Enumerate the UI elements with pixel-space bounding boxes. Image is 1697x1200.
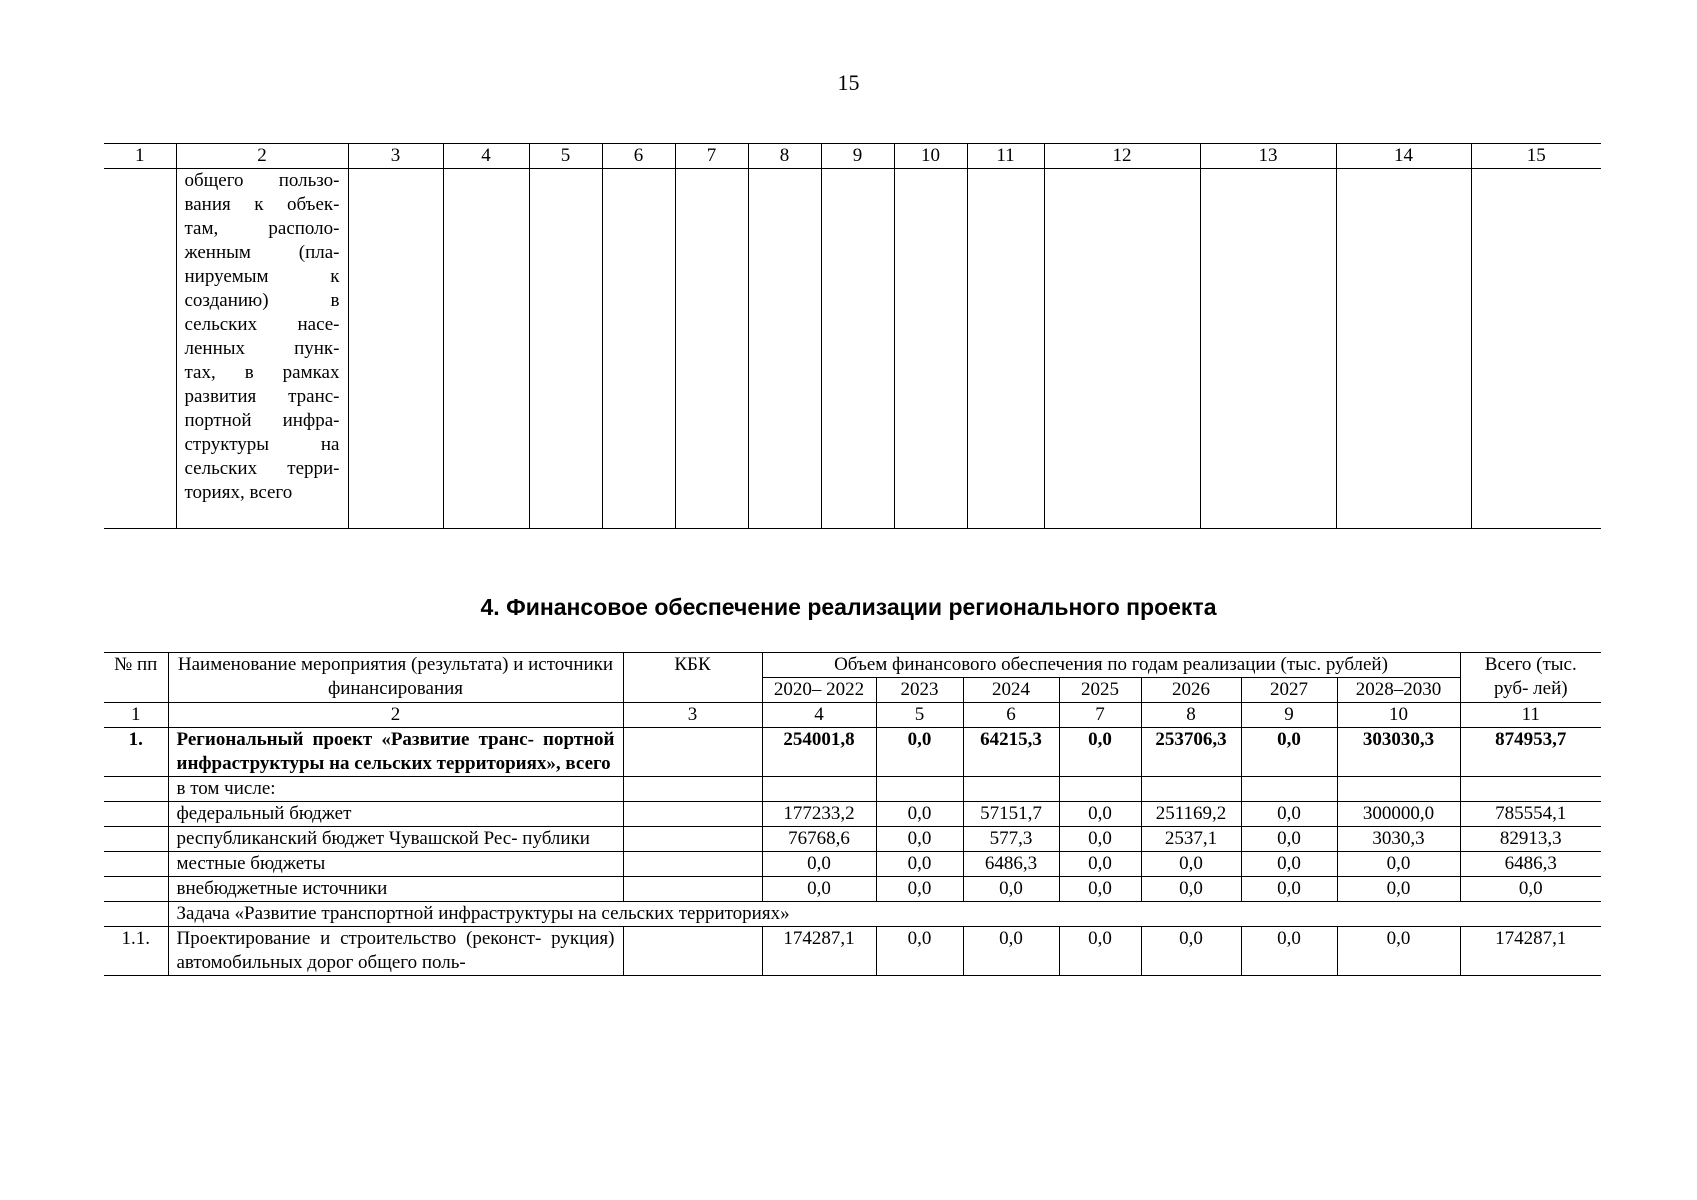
continued-name-cell xyxy=(176,169,348,529)
row-value: 874953,7 xyxy=(1460,728,1601,777)
colnum-cell: 3 xyxy=(348,144,443,169)
colnum-cell: 4 xyxy=(443,144,529,169)
row-value: 785554,1 xyxy=(1460,802,1601,827)
table-row xyxy=(104,852,1601,877)
row-value: 0,0 xyxy=(1241,728,1337,777)
row-name: в том числе: xyxy=(168,777,623,802)
row-value: 0,0 xyxy=(876,728,963,777)
name-line: портной инфра- xyxy=(184,410,340,431)
name-line: сельских насе- xyxy=(184,314,340,335)
colnum-cell: 7 xyxy=(675,144,748,169)
header-kbk: КБК xyxy=(623,653,762,703)
row-kbk xyxy=(623,827,762,852)
name-line: структуры на xyxy=(184,434,340,455)
colnum-cell: 5 xyxy=(876,703,963,728)
row-value: 0,0 xyxy=(762,877,876,902)
empty-cell xyxy=(348,169,443,529)
colnum-cell: 12 xyxy=(1044,144,1200,169)
colnum-cell: 13 xyxy=(1200,144,1336,169)
row-no xyxy=(104,802,168,827)
colnum-cell: 8 xyxy=(748,144,821,169)
colnum-cell: 4 xyxy=(762,703,876,728)
name-line: там, располо- xyxy=(184,218,340,239)
column-number-row xyxy=(104,144,1601,169)
task-row xyxy=(104,902,1601,927)
header-year: 2024 xyxy=(963,678,1059,703)
row-value: 76768,6 xyxy=(762,827,876,852)
header-name: Наименование мероприятия (результата) и источники финансирования xyxy=(168,653,623,703)
header-volume: Объем финансового обеспечения по годам реализации (тыс. рублей) xyxy=(762,653,1460,678)
table-row xyxy=(104,777,1601,802)
empty-cell xyxy=(1336,169,1471,529)
colnum-cell: 10 xyxy=(894,144,967,169)
table-row xyxy=(104,927,1601,976)
header-year: 2025 xyxy=(1059,678,1141,703)
row-value: 254001,8 xyxy=(762,728,876,777)
row-no xyxy=(104,827,168,852)
row-name: внебюджетные источники xyxy=(168,877,623,902)
row-value: 253706,3 xyxy=(1141,728,1241,777)
row-value xyxy=(963,777,1059,802)
empty-cell xyxy=(675,169,748,529)
table-row xyxy=(104,802,1601,827)
header-no: № пп xyxy=(104,653,168,703)
row-value: 0,0 xyxy=(1141,852,1241,877)
row-value: 57151,7 xyxy=(963,802,1059,827)
name-line: вания к объек- xyxy=(184,194,340,215)
colnum-cell: 15 xyxy=(1471,144,1601,169)
header-year: 2027 xyxy=(1241,678,1337,703)
row-value: 174287,1 xyxy=(762,927,876,976)
colnum-cell: 5 xyxy=(529,144,602,169)
row-value: 0,0 xyxy=(1141,927,1241,976)
header-row xyxy=(104,653,1601,678)
colnum-cell: 11 xyxy=(1460,703,1601,728)
row-kbk xyxy=(623,728,762,777)
row-name: Региональный проект «Развитие транс- портной инфраструктуры на сельских территориях», всего xyxy=(168,728,623,777)
row-value: 251169,2 xyxy=(1141,802,1241,827)
financing-table xyxy=(104,652,1601,976)
colnum-cell: 2 xyxy=(176,144,348,169)
row-no xyxy=(104,877,168,902)
row-value: 0,0 xyxy=(1241,802,1337,827)
row-value xyxy=(1460,777,1601,802)
row-value xyxy=(1141,777,1241,802)
row-value xyxy=(762,777,876,802)
row-value: 6486,3 xyxy=(1460,852,1601,877)
name-line: нируемым к xyxy=(184,266,340,287)
row-value: 82913,3 xyxy=(1460,827,1601,852)
row-kbk xyxy=(623,927,762,976)
row-value: 2537,1 xyxy=(1141,827,1241,852)
continued-table xyxy=(104,143,1601,529)
row-value: 0,0 xyxy=(1460,877,1601,902)
row-value: 0,0 xyxy=(876,877,963,902)
continued-row xyxy=(104,169,1601,529)
table-row xyxy=(104,877,1601,902)
header-year: 2028–2030 xyxy=(1337,678,1460,703)
name-line: созданию) в xyxy=(184,290,340,311)
colnum-cell: 2 xyxy=(168,703,623,728)
row-value: 0,0 xyxy=(1059,728,1141,777)
empty-cell xyxy=(443,169,529,529)
table-row xyxy=(104,827,1601,852)
empty-cell xyxy=(104,902,168,927)
name-line: тах, в рамках xyxy=(184,362,340,383)
row-value: 0,0 xyxy=(876,852,963,877)
row-no: 1. xyxy=(104,728,168,777)
row-value: 0,0 xyxy=(1059,877,1141,902)
row-name: республиканский бюджет Чувашской Рес- публики xyxy=(168,827,623,852)
colnum-cell: 11 xyxy=(967,144,1044,169)
empty-cell xyxy=(1200,169,1336,529)
row-kbk xyxy=(623,852,762,877)
row-value: 0,0 xyxy=(1059,852,1141,877)
name-line: ториях, всего xyxy=(184,482,293,503)
column-number-row xyxy=(104,703,1601,728)
row-value: 303030,3 xyxy=(1337,728,1460,777)
row-value: 64215,3 xyxy=(963,728,1059,777)
header-total: Всего (тыс. руб- лей) xyxy=(1460,653,1601,703)
page-number: 15 xyxy=(837,70,860,95)
row-name: федеральный бюджет xyxy=(168,802,623,827)
name-line: развития транс- xyxy=(184,386,340,407)
table-row xyxy=(104,728,1601,777)
row-value: 174287,1 xyxy=(1460,927,1601,976)
row-no: 1.1. xyxy=(104,927,168,976)
row-value: 0,0 xyxy=(1241,877,1337,902)
colnum-cell: 8 xyxy=(1141,703,1241,728)
colnum-cell: 1 xyxy=(104,703,168,728)
row-value: 6486,3 xyxy=(963,852,1059,877)
empty-cell xyxy=(529,169,602,529)
colnum-cell: 9 xyxy=(821,144,894,169)
colnum-cell: 6 xyxy=(963,703,1059,728)
colnum-cell: 1 xyxy=(104,144,176,169)
colnum-cell: 9 xyxy=(1241,703,1337,728)
row-value: 0,0 xyxy=(1241,827,1337,852)
name-line: женным (пла- xyxy=(184,242,340,263)
empty-cell xyxy=(104,169,176,529)
row-kbk xyxy=(623,777,762,802)
colnum-cell: 7 xyxy=(1059,703,1141,728)
empty-cell xyxy=(894,169,967,529)
empty-cell xyxy=(602,169,675,529)
row-value xyxy=(1241,777,1337,802)
row-no xyxy=(104,852,168,877)
task-label: Задача «Развитие транспортной инфраструктуры на сельских территориях» xyxy=(168,902,1601,927)
name-line: общего пользо- xyxy=(184,170,340,191)
header-year: 2023 xyxy=(876,678,963,703)
row-value: 0,0 xyxy=(762,852,876,877)
row-name: Проектирование и строительство (реконст- рукция) автомобильных дорог общего поль- xyxy=(168,927,623,976)
empty-cell xyxy=(967,169,1044,529)
row-value: 0,0 xyxy=(876,802,963,827)
row-value: 0,0 xyxy=(1337,877,1460,902)
row-value: 0,0 xyxy=(876,827,963,852)
header-year: 2026 xyxy=(1141,678,1241,703)
row-value: 3030,3 xyxy=(1337,827,1460,852)
name-line: ленных пунк- xyxy=(184,338,340,359)
row-value: 0,0 xyxy=(1337,927,1460,976)
colnum-cell: 14 xyxy=(1336,144,1471,169)
row-no xyxy=(104,777,168,802)
empty-cell xyxy=(1471,169,1601,529)
row-value: 0,0 xyxy=(1059,927,1141,976)
row-value: 0,0 xyxy=(1059,827,1141,852)
row-kbk xyxy=(623,877,762,902)
row-value xyxy=(1059,777,1141,802)
row-value: 0,0 xyxy=(1337,852,1460,877)
row-value: 0,0 xyxy=(1241,927,1337,976)
row-value: 0,0 xyxy=(1059,802,1141,827)
row-value: 0,0 xyxy=(963,877,1059,902)
colnum-cell: 6 xyxy=(602,144,675,169)
row-value: 0,0 xyxy=(1241,852,1337,877)
colnum-cell: 10 xyxy=(1337,703,1460,728)
section-title: 4. Финансовое обеспечение реализации регионального проекта xyxy=(480,594,1217,620)
row-value xyxy=(1337,777,1460,802)
row-kbk xyxy=(623,802,762,827)
row-name: местные бюджеты xyxy=(168,852,623,877)
empty-cell xyxy=(1044,169,1200,529)
row-value: 0,0 xyxy=(963,927,1059,976)
colnum-cell: 3 xyxy=(623,703,762,728)
name-line: сельских терри- xyxy=(184,458,340,479)
row-value: 177233,2 xyxy=(762,802,876,827)
row-value: 0,0 xyxy=(876,927,963,976)
row-value xyxy=(876,777,963,802)
row-value: 0,0 xyxy=(1141,877,1241,902)
empty-cell xyxy=(748,169,821,529)
row-value: 577,3 xyxy=(963,827,1059,852)
header-year: 2020– 2022 xyxy=(762,678,876,703)
row-value: 300000,0 xyxy=(1337,802,1460,827)
empty-cell xyxy=(821,169,894,529)
